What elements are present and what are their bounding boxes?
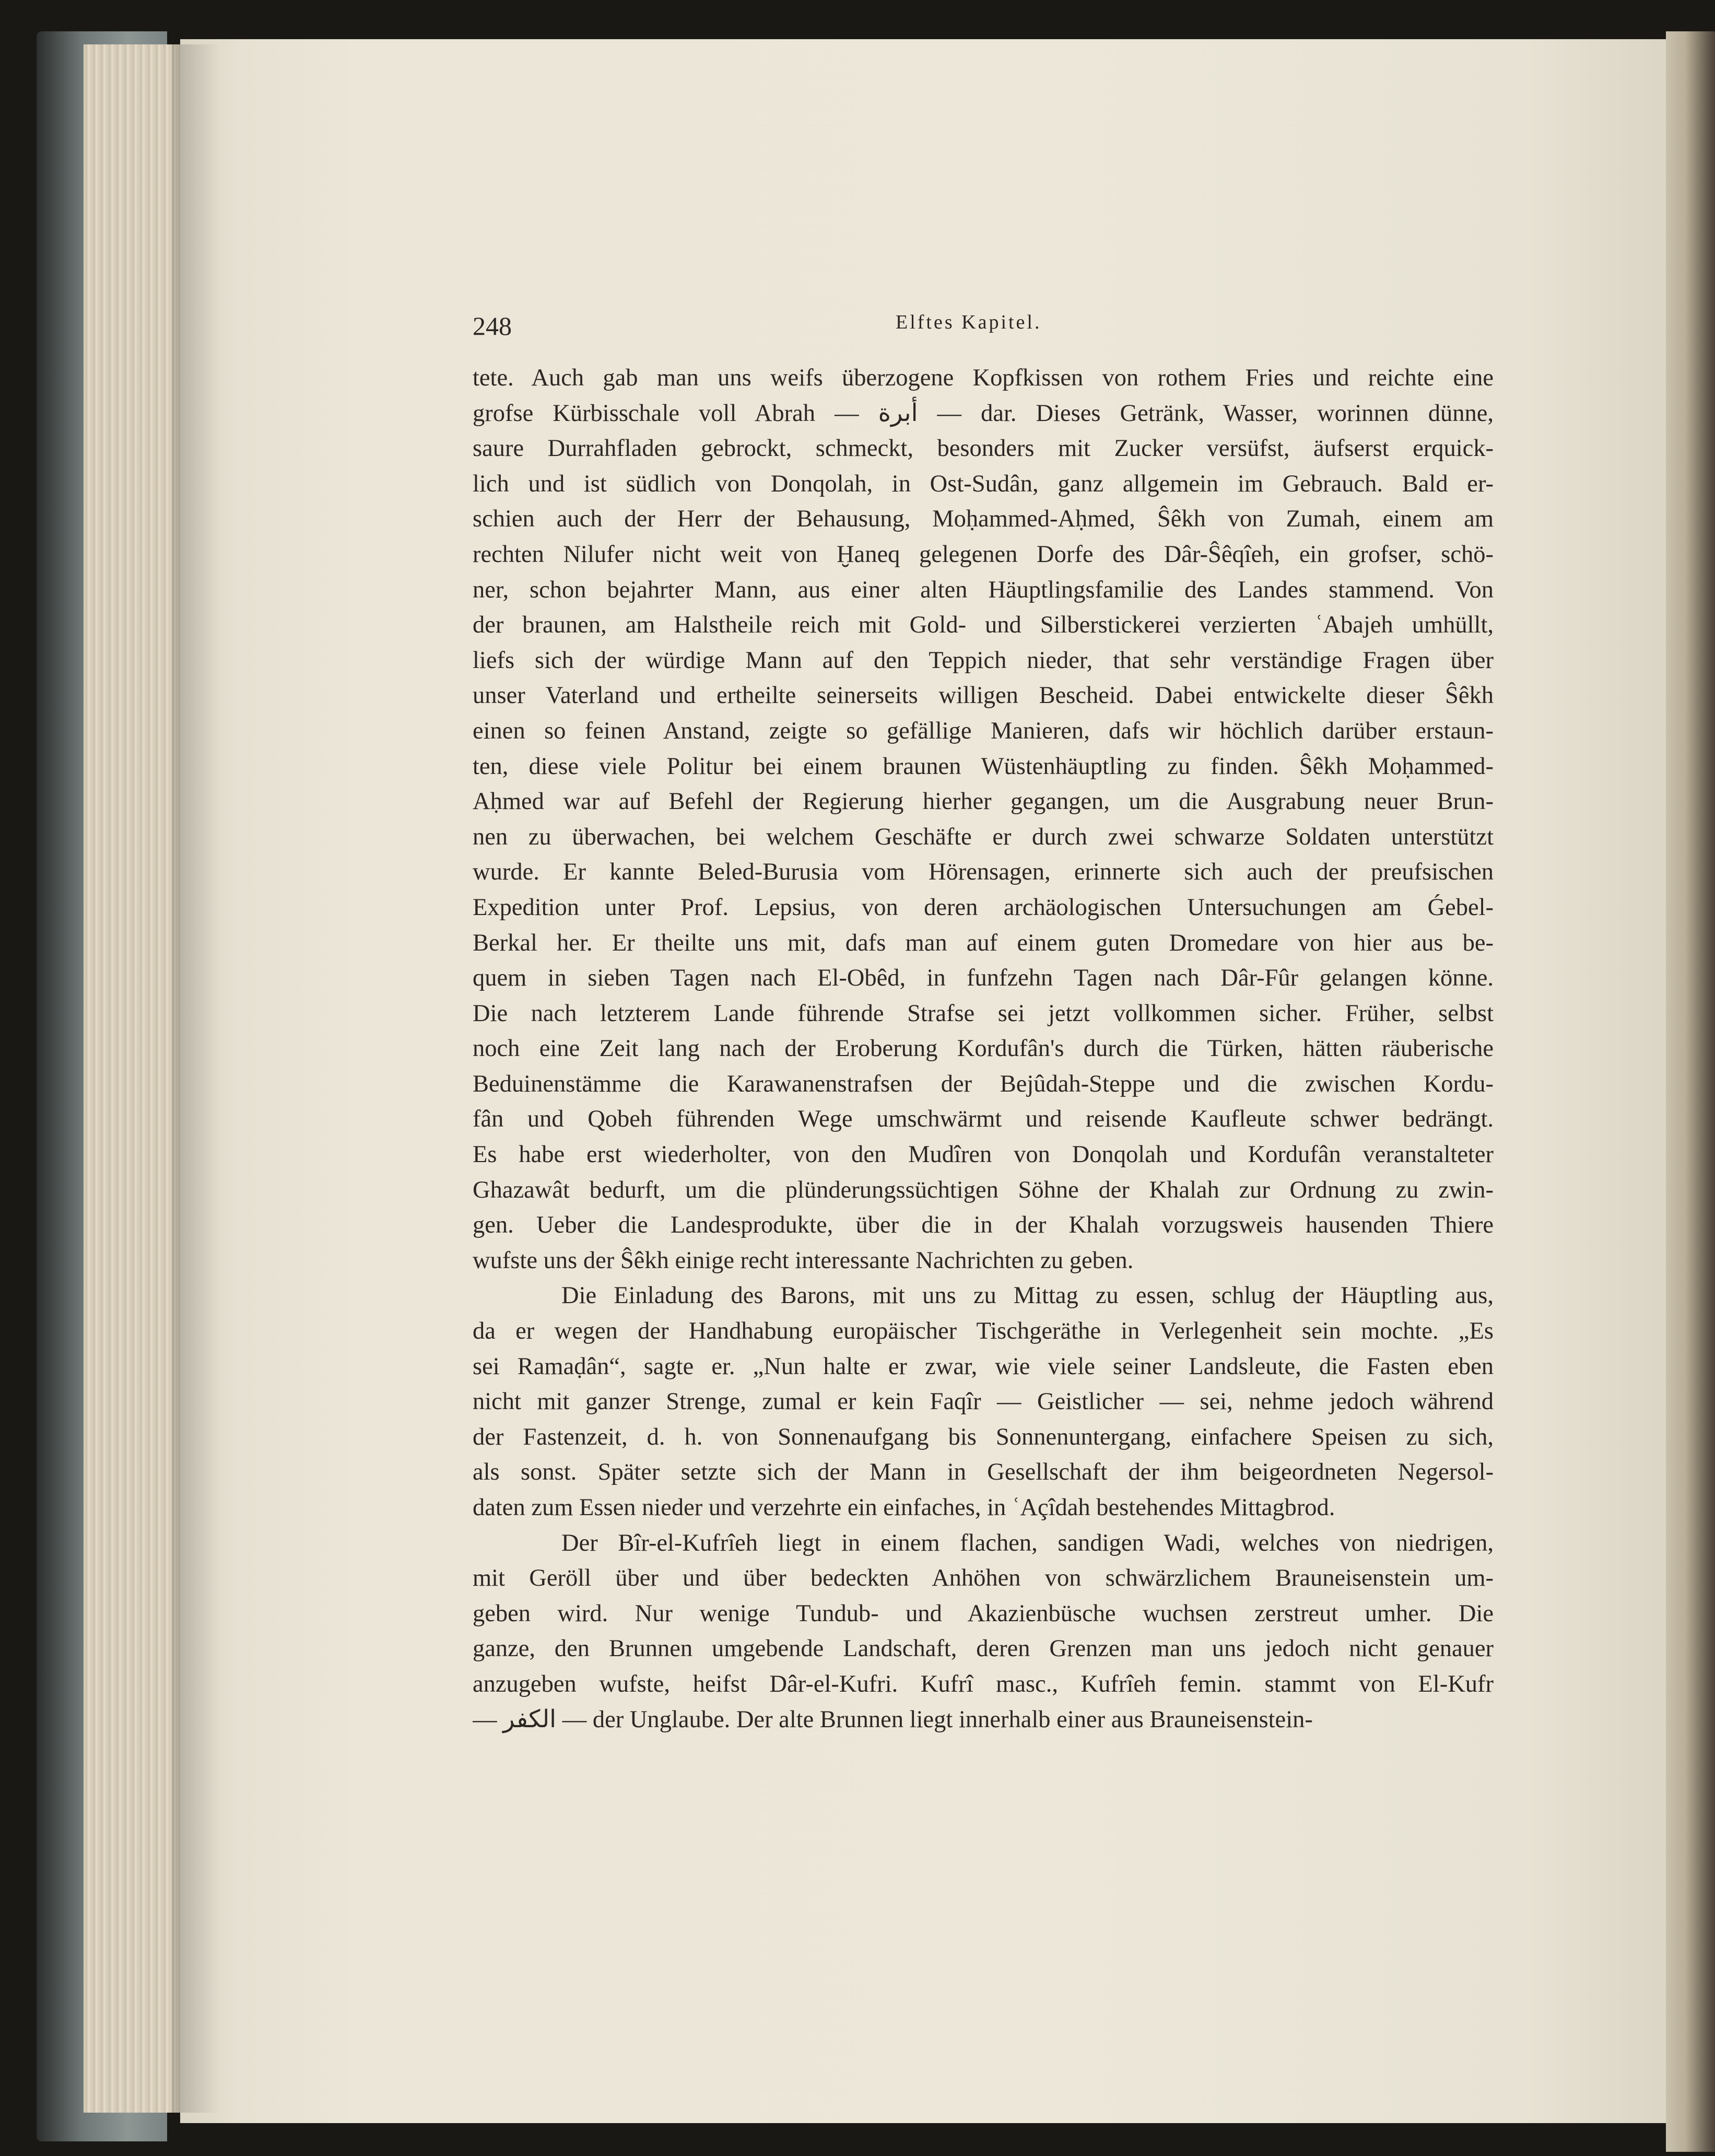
text-line: Aḥmed war auf Befehl der Regierung hierher gegangen, um die Ausgrabung neuer Brun- [473, 788, 1494, 815]
text-line: der Fastenzeit, d. h. von Sonnenaufgang bis Sonnenuntergang, einfachere Speisen zu sich, [473, 1423, 1494, 1450]
text-line: ten, diese viele Politur bei einem braunen Wüstenhäuptling zu finden. Ŝêkh Moḥammed- [473, 753, 1494, 780]
text-line: einen so feinen Anstand, zeigte so gefällige Manieren, dafs wir höchlich darüber erstaun- [473, 717, 1494, 744]
text-line: sei Ramaḍân“, sagte er. „Nun halte er zwar, wie viele seiner Landsleute, die Fasten eben [473, 1353, 1494, 1380]
text-line: unser Vaterland und ertheilte seinerseits willigen Bescheid. Dabei entwickelte dieser Ŝêkh [473, 682, 1494, 709]
text-line: Die nach letzterem Lande führende Strafse sei jetzt vollkommen sicher. Früher, selbst [473, 1000, 1494, 1027]
text-line: — الكفر — der Unglaube. Der alte Brunnen liegt innerhalb einer aus Brauneisenstein- [473, 1706, 1313, 1733]
text-line: Beduinenstämme die Karawanenstrafsen der Bejûdah-Steppe und die zwischen Kordu- [473, 1070, 1494, 1097]
text-line: mit Geröll über und über bedeckten Anhöhen von schwärzlichem Brauneisenstein um- [473, 1565, 1494, 1592]
text-line: liefs sich der würdige Mann auf den Teppich nieder, that sehr verständige Fragen über [473, 647, 1494, 674]
text-line: als sonst. Später setzte sich der Mann in Gesellschaft der ihm beigeordneten Negersol- [473, 1459, 1494, 1486]
paragraph [473, 1278, 1494, 1525]
text-line: ganze, den Brunnen umgebende Landschaft, deren Grenzen man uns jedoch nicht genauer [473, 1635, 1494, 1662]
text-line: Berkal her. Er theilte uns mit, dafs man auf einem guten Dromedare von hier aus be- [473, 929, 1494, 956]
text-line: Die Einladung des Barons, mit uns zu Mittag zu essen, schlug der Häuptling aus, [561, 1282, 1494, 1309]
text-line: daten zum Essen nieder und verzehrte ein einfaches, in ʿAçîdah bestehendes Mittagbrod. [473, 1494, 1335, 1521]
text-line: geben wird. Nur wenige Tundub- und Akazienbüsche wuchsen zerstreut umher. Die [473, 1600, 1494, 1627]
text-line: fân und Qobeh führenden Wege umschwärmt und reisende Kaufleute schwer bedrängt. [473, 1106, 1494, 1133]
body-text [473, 360, 1494, 1737]
text-line: noch eine Zeit lang nach der Eroberung Kordufân's durch die Türken, hätten räuberische [473, 1035, 1494, 1062]
paragraph [473, 1526, 1494, 1738]
text-line: tete. Auch gab man uns weifs überzogene Kopfkissen von rothem Fries und reichte eine [473, 365, 1494, 391]
paragraph [473, 360, 1494, 1278]
text-line: quem in sieben Tagen nach El-Obêd, in funfzehn Tagen nach Dâr-Fûr gelangen könne. [473, 965, 1494, 992]
text-line: anzugeben wufste, heifst Dâr-el-Kufri. Kufrî masc., Kufrîeh femin. stammt von El-Kufr [473, 1670, 1494, 1697]
text-line: Expedition unter Prof. Lepsius, von deren archäologischen Untersuchungen am Ǵebel- [473, 894, 1494, 921]
text-line: ner, schon bejahrter Mann, aus einer alten Häuptlingsfamilie des Landes stammend. Von [473, 576, 1494, 603]
text-line: rechten Nilufer nicht weit von Ḫaneq gelegenen Dorfe des Dâr-Ŝêqîeh, ein grofser, schö- [473, 541, 1494, 568]
gutter-shadow [172, 44, 219, 2113]
text-line: Ghazawât bedurft, um die plünderungssüchtigen Söhne der Khalah zur Ordnung zu zwin- [473, 1176, 1494, 1203]
page-header [473, 311, 1494, 347]
text-line: lich und ist südlich von Donqolah, in Ost-Sudân, ganz allgemein im Gebrauch. Bald er- [473, 470, 1494, 497]
text-line: nen zu überwachen, bei welchem Geschäfte er durch zwei schwarze Soldaten unterstützt [473, 823, 1494, 850]
text-line: da er wegen der Handhabung europäischer Tischgeräthe in Verlegenheit sein mochte. „Es [473, 1318, 1494, 1345]
text-line: wurde. Er kannte Beled-Burusia vom Hörensagen, erinnerte sich auch der preufsischen [473, 859, 1494, 886]
text-line: Es habe erst wiederholter, von den Mudîren von Donqolah und Kordufân veranstalteter [473, 1141, 1494, 1168]
text-line: grofse Kürbisschale voll Abrah — أبرة — dar. Dieses Getränk, Wasser, worinnen dünne, [473, 400, 1494, 427]
text-line: wufste uns der Ŝêkh einige recht interessante Nachrichten zu geben. [473, 1247, 1134, 1274]
text-line: Der Bîr-el-Kufrîeh liegt in einem flachen, sandigen Wadi, welches von niedrigen, [561, 1529, 1494, 1556]
text-line: schien auch der Herr der Behausung, Moḥammed-Aḥmed, Ŝêkh von Zumah, einem am [473, 506, 1494, 533]
running-head: Elftes Kapitel. [896, 311, 1042, 333]
text-line: saure Durrahfladen gebrockt, schmeckt, besonders mit Zucker versüfst, äufserst erquick- [473, 435, 1494, 462]
facing-page-edge [1666, 31, 1715, 2152]
page-number: 248 [473, 311, 512, 341]
text-line: nicht mit ganzer Strenge, zumal er kein Faqîr — Geistlicher — sei, nehme jedoch während [473, 1388, 1494, 1415]
text-line: der braunen, am Halstheile reich mit Gold- und Silberstickerei verzierten ʿAbajeh umhüllt, [473, 612, 1494, 639]
text-line: gen. Ueber die Landesprodukte, über die in der Khalah vorzugsweis hausenden Thiere [473, 1212, 1494, 1239]
